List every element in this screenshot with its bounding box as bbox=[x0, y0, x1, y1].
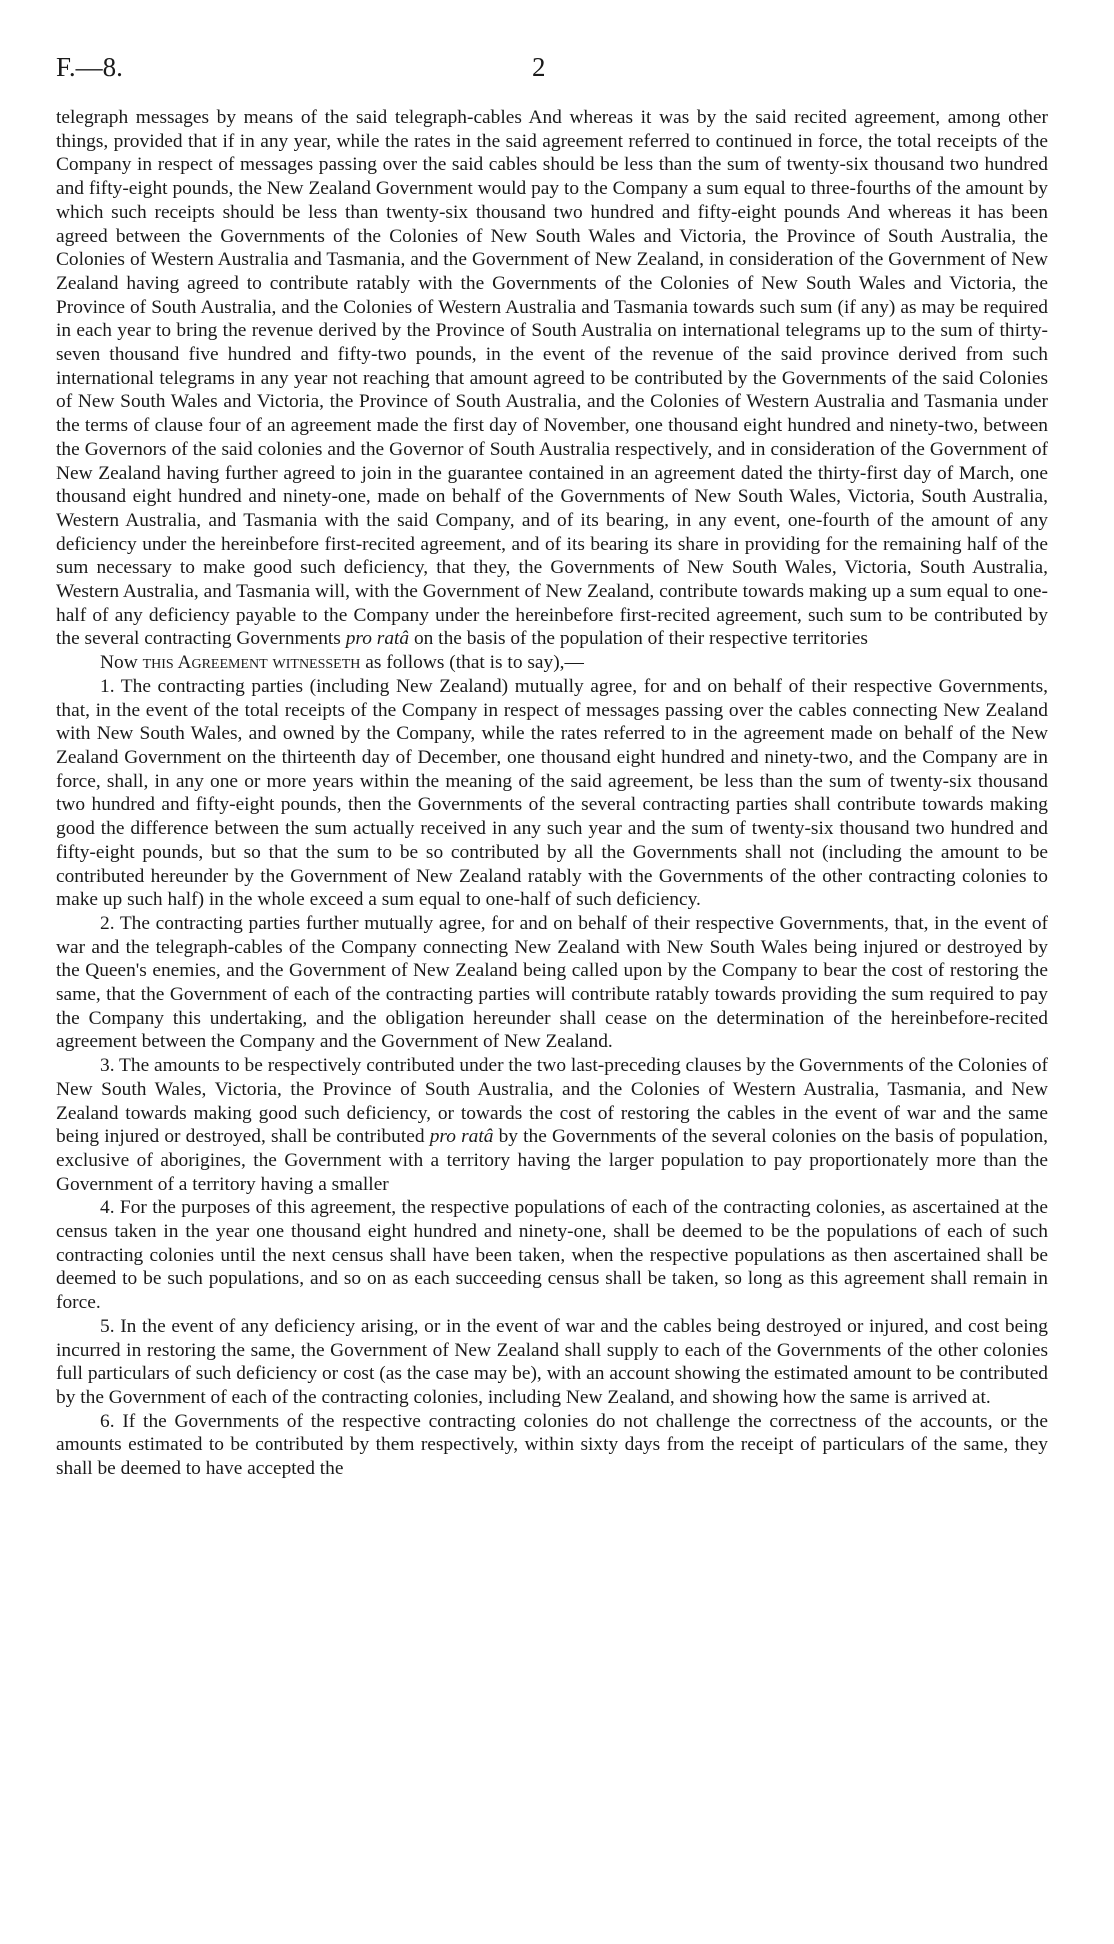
clause-6: 6. If the Governments of the respective contracting colonies do not challenge the correctness of the accounts, or the amounts estimated to be contributed by them respectively, within sixty days from the receipt of particulars of the same, they shall be deemed to have accepted the bbox=[56, 1410, 1048, 1480]
page-number: 2 bbox=[532, 52, 546, 82]
recitals-text-part1: telegraph messages by means of the said telegraph-cables And whereas it was by the said recited agreement, among other things, provided that if in any year, while the rates in the said agreement referred to continued in force, the total receipts of the Company in respect of messages passing over the said cables should be less than the sum of twenty-six thousand two hundred and fifty-eight pounds, the New Zealand Government would pay to the Company a sum equal to three-fourths of the amount by which such receipts should be less than twenty-six thousand two hundred and fifty-eight pounds And whereas it has been agreed between the Governments of the Colonies of New South Wales and Victoria, the Province of South Australia, the Colonies of Western Australia and Tasmania, and the Government of New Zealand, in consideration of the Government of New Zealand having agreed to contribute ratably with the Governments of the Colonies of New South Wales and Victoria, the Province of South Australia, and the Colonies of Western Australia and Tasmania towards such sum (if any) as may be required in each year to bring the revenue derived by the Province of South Australia on international telegrams up to the sum of thirty-seven thousand five hundred and fifty-two pounds, in the event of the revenue of the said province derived from such international telegrams in any year not reaching that amount agreed to be contributed by the Governments of the said Colonies of New South Wales and Victoria, the Province of South Australia, and the Colonies of Western Australia and Tasmania under the terms of clause four of an agreement made the first day of November, one thousand eight hundred and ninety-two, between the Governors of the said colonies and the Governor of South Australia respectively, and in consideration of the Government of New Zealand having further agreed to join in the guarantee contained in an agreement dated the thirty-first day of March, one thousand eight hundred and ninety-one, made on behalf of the Governments of New South Wales, Victoria, South Australia, Western Australia, and Tasmania with the said Company, and of its bearing, in any event, one-fourth of the amount of any deficiency under the hereinbefore first-recited agreement, and of its bearing its share in providing for the remaining half of the sum necessary to make good such deficiency, that they, the Governments of New South Wales, Victoria, South Australia, Western Australia, and Tasmania will, with the Government of New Zealand, contribute towards making up a sum equal to one-half of any deficiency payable to the Company under the hereinbefore first-recited agreement, such sum to be contributed by the several contracting Governments bbox=[56, 107, 1048, 650]
clause-3-part2: by the Governments of the several colonies on the basis of population, exclusive of aborigines, the Government with a territory having the larger population to pay proportionately more than the Government of a territory having a smaller bbox=[56, 1126, 1048, 1195]
clause-3 bbox=[56, 1054, 1048, 1196]
clause-2: 2. The contracting parties further mutually agree, for and on behalf of their respective Governments, that, in the event of war and the telegraph-cables of the Company connecting New Zealand with New South Wales being injured or destroyed by the Queen's enemies, and the Government of New Zealand being called upon by the Company to bear the cost of restoring the same, that the Government of each of the contracting parties will contribute ratably towards providing the sum required to pay the Company this undertaking, and the obligation hereunder shall cease on the determination of the hereinbefore-recited agreement between the Company and the Government of New Zealand. bbox=[56, 912, 1048, 1053]
witnesseth-lead: Now bbox=[100, 652, 143, 674]
clause-1: 1. The contracting parties (including New Zealand) mutually agree, for and on behalf of their respective Governments, that, in the event of the total receipts of the Company in respect of messages passing over the cables connecting New Zealand with New South Wales, and owned by the Company, while the rates referred to in the agreement made on behalf of the New Zealand Government on the thirteenth day of December, one thousand eight hundred and ninety-two, and the Company are in force, shall, in any one or more years within the meaning of the said agreement, be less than the sum of twenty-six thousand two hundred and fifty-eight pounds, then the Governments of the several contracting parties shall contribute towards making good the difference between the sum actually received in any such year and the sum of twenty-six thousand two hundred and fifty-eight pounds, but so that the sum to be so contributed by all the Governments shall not (including the amount to be contributed hereunder by the Government of New Zealand ratably with the Governments of the other contracting colonies to make up such half) in the whole exceed a sum equal to one-half of such deficiency. bbox=[56, 675, 1048, 911]
body-text bbox=[56, 106, 1048, 1481]
document-reference: F.—8. bbox=[56, 52, 123, 82]
witnesseth-rest: as follows (that is to say),— bbox=[360, 652, 584, 674]
clause-3-pro-rata-italic: pro ratâ bbox=[429, 1126, 494, 1148]
recitals-paragraph bbox=[56, 106, 1048, 651]
pro-rata-italic: pro ratâ bbox=[345, 628, 410, 650]
clause-4: 4. For the purposes of this agreement, the respective populations of each of the contracting colonies, as ascertained at the census taken in the year one thousand eight hundred and ninety-one, shall be deemed to be the populations of each of such contracting colonies until the next census shall have been taken, when the respective populations as then ascertained shall be deemed to be such populations, and so on as each succeeding census shall be taken, so long as this agreement shall remain in force. bbox=[56, 1197, 1048, 1314]
clause-3-part1: 3. The amounts to be respectively contributed under the two last-preceding clauses by the Governments of the Colonies of New South Wales, Victoria, the Province of South Australia, and the Colonies of Western Australia, Tasmania, and New Zealand towards making good such deficiency, or towards the cost of restoring the cables in the event of war and the same being injured or destroyed, shall be contributed bbox=[56, 1055, 1048, 1148]
document-page bbox=[56, 52, 1048, 1481]
witnesseth-caps: this Agreement witnesseth bbox=[142, 652, 361, 674]
witnesseth-paragraph bbox=[56, 651, 1048, 675]
recitals-text-part2: on the basis of the population of their respective territories bbox=[409, 628, 868, 650]
clause-5: 5. In the event of any deficiency arising, or in the event of war and the cables being destroyed or injured, and cost being incurred in restoring the same, the Government of New Zealand shall supply to each of the Governments of the other colonies full particulars of such deficiency or cost (as the case may be), with an account showing the estimated amount to be contributed by the Government of each of the contracting colonies, including New Zealand, and showing how the same is arrived at. bbox=[56, 1315, 1048, 1408]
page-header bbox=[56, 52, 1048, 96]
